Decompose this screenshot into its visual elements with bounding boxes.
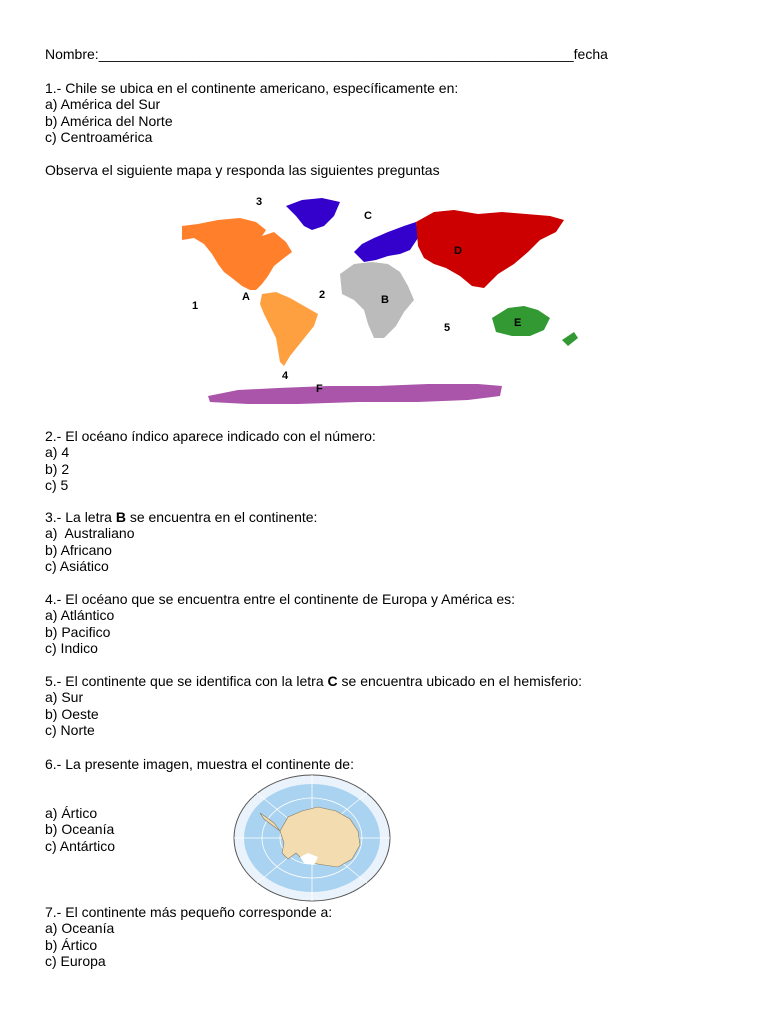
map-instruction: Observa el siguiente mapa y responda las siguientes preguntas: [45, 162, 440, 178]
nombre-blank[interactable]: _____________________________________________________________: [98, 46, 574, 62]
question-6-option-b[interactable]: b) Oceanía: [45, 821, 115, 838]
question-4-option-a[interactable]: a) Atlántico: [45, 607, 115, 624]
question-1-prompt: 1.- Chile se ubica en el continente americano, específicamente en:: [45, 80, 459, 96]
question-2-option-a[interactable]: a) 4: [45, 444, 70, 461]
new-zealand-shape: [562, 332, 578, 346]
africa-shape: [340, 262, 414, 338]
question-4-option-b[interactable]: b) Pacifico: [45, 623, 111, 640]
map-label-b: B: [381, 294, 389, 306]
question-3-option-a[interactable]: a) Australiano: [45, 525, 135, 542]
greenland-shape: [286, 198, 340, 230]
question-5-option-a[interactable]: a) Sur: [45, 689, 84, 706]
question-5-prompt: [45, 673, 582, 689]
question-1-option-c[interactable]: c) Centroamérica: [45, 129, 153, 146]
question-5: [45, 673, 582, 739]
question-4-prompt: 4.- El océano que se encuentra entre el continente de Europa y América es:: [45, 591, 516, 607]
question-7-option-b[interactable]: b) Ártico: [45, 936, 98, 953]
question-7-option-c[interactable]: c) Europa: [45, 953, 106, 970]
antarctica-strip-shape: [208, 384, 502, 404]
nombre-label: Nombre:: [45, 46, 99, 62]
question-4: [45, 591, 515, 657]
question-2-option-c[interactable]: c) 5: [45, 477, 69, 494]
question-3-prompt-post: se encuentra en el continente:: [125, 509, 318, 525]
map-label-3: 3: [256, 196, 263, 208]
map-label-d: D: [454, 245, 462, 257]
question-3-prompt-pre: 3.- La letra: [45, 509, 116, 525]
question-5-prompt-post: se encuentra ubicado en el hemisferio:: [337, 673, 583, 689]
world-map: [178, 192, 583, 407]
question-3: [45, 509, 317, 575]
question-5-option-c[interactable]: c) Norte: [45, 722, 95, 739]
question-5-prompt-pre: 5.- El continente que se identifica con la letra: [45, 673, 328, 689]
question-3-prompt: [45, 509, 317, 525]
map-label-e: E: [514, 317, 522, 329]
north-america-shape: [182, 218, 292, 290]
fecha-label: fecha: [573, 46, 608, 62]
question-3-option-c[interactable]: c) Asiático: [45, 558, 109, 575]
south-america-shape: [260, 292, 318, 366]
map-label-f: F: [316, 383, 323, 395]
europe-shape: [354, 222, 418, 262]
question-2: [45, 428, 376, 494]
question-2-option-b[interactable]: b) 2: [45, 460, 70, 477]
question-2-prompt: 2.- El océano índico aparece indicado con el número:: [45, 428, 376, 444]
question-7-option-a[interactable]: a) Oceanía: [45, 920, 115, 937]
question-1: [45, 80, 458, 146]
question-6-option-a[interactable]: a) Ártico: [45, 805, 98, 821]
name-date-line: [45, 46, 608, 62]
map-label-5: 5: [444, 322, 451, 334]
map-label-2: 2: [319, 289, 326, 301]
question-7-prompt: 7.- El continente más pequeño corresponde a:: [45, 904, 333, 920]
question-6-options: [45, 805, 115, 854]
question-6-option-c[interactable]: c) Antártico: [45, 837, 116, 854]
map-label-1: 1: [192, 300, 199, 312]
map-label-a: A: [242, 291, 250, 303]
question-6-prompt: 6.- La presente imagen, muestra el continente de:: [45, 756, 354, 772]
question-3-option-b[interactable]: b) Africano: [45, 541, 112, 558]
question-5-prompt-letter: C: [327, 673, 338, 689]
question-4-option-c[interactable]: c) Indico: [45, 640, 98, 657]
question-5-option-b[interactable]: b) Oeste: [45, 705, 99, 722]
map-label-4: 4: [282, 370, 289, 382]
question-1-option-a[interactable]: a) América del Sur: [45, 96, 161, 113]
question-6-prompt-wrap: [45, 756, 354, 772]
question-1-option-b[interactable]: b) América del Norte: [45, 112, 173, 129]
asia-shape: [416, 210, 564, 288]
question-7: [45, 904, 332, 970]
question-3-prompt-letter: B: [115, 509, 126, 525]
antarctica-polar-map: [232, 773, 392, 903]
map-label-c: C: [364, 210, 372, 222]
